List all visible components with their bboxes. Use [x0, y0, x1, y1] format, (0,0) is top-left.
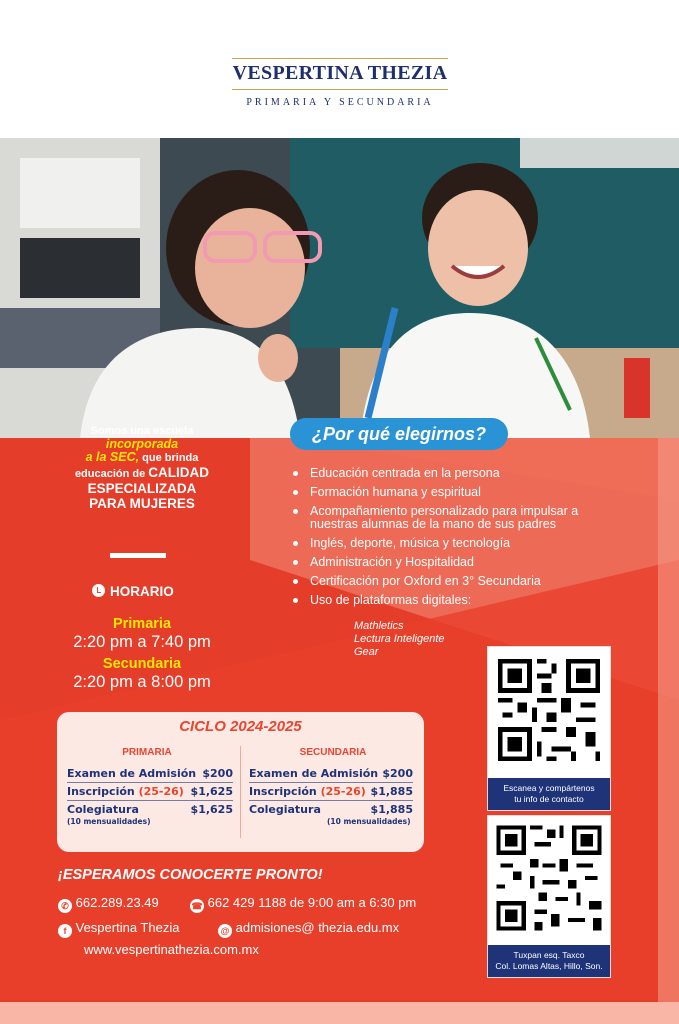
closing-headline: ¡ESPERAMOS CONOCERTE PRONTO!	[58, 867, 323, 883]
phone-number[interactable]: 662.289.23.49	[75, 895, 159, 910]
whatsapp-number[interactable]: 662 429 1188 de 9:00 am a 6:30 pm	[207, 895, 417, 910]
phone-icon: ✆	[58, 899, 72, 913]
intro-highlight-sec: a la SEC,	[85, 450, 140, 464]
secundaria-time: 2:20 pm a 8:00 pm	[73, 673, 211, 691]
caption-line: Tuxpan esq. Taxco	[513, 950, 585, 960]
qr-location-card[interactable]	[487, 815, 611, 978]
table-row	[249, 803, 413, 816]
row-divider	[67, 782, 233, 783]
primaria-header: PRIMARIA	[122, 747, 172, 758]
colegiatura-note: (10 mensualidades)	[67, 817, 151, 826]
platform-item: Mathletics	[354, 620, 404, 632]
inscripcion-label: Inscripción	[67, 785, 135, 798]
table-row	[67, 767, 233, 780]
intro-line: que brinda	[139, 452, 199, 464]
website-link[interactable]: www.vespertinathezia.com.mx	[84, 942, 259, 957]
examen-label: Examen de Admisión	[249, 767, 379, 780]
platform-item: Lectura Inteligente	[354, 633, 445, 645]
caption-line: Escanea y compártenos	[503, 783, 595, 793]
colegiatura-label: Colegiatura	[249, 803, 321, 816]
facebook-handle[interactable]: Vespertina Thezia	[75, 920, 180, 935]
facebook-icon: f	[58, 924, 72, 938]
colegiatura-price: $1,885	[370, 803, 413, 816]
colegiatura-note: (10 mensualidades)	[327, 817, 411, 826]
secundaria-label: Secundaria	[102, 656, 182, 672]
list-item: Acompañamiento personalizado para impulsar a nuestras alumnas de la mano de sus padres	[290, 505, 620, 531]
qr-code-contact[interactable]	[488, 647, 610, 773]
list-item: Certificación por Oxford en 3° Secundaria	[290, 575, 620, 588]
inscripcion-label: Inscripción	[249, 785, 317, 798]
examen-price: $200	[382, 767, 413, 780]
intro-line: educación de	[74, 468, 149, 480]
colegiatura-label: Colegiatura	[67, 803, 139, 816]
table-row	[67, 803, 233, 816]
list-item: Administración y Hospitalidad	[290, 556, 620, 569]
examen-label: Examen de Admisión	[67, 767, 197, 780]
inscripcion-price: $1,885	[370, 785, 413, 798]
horario-heading	[92, 584, 174, 599]
intro-text	[54, 425, 230, 511]
colegiatura-price: $1,625	[190, 803, 233, 816]
list-item: Educación centrada en la persona	[290, 467, 620, 480]
logo-rule-bottom	[232, 89, 448, 90]
clock-icon	[92, 584, 105, 597]
logo-rule-top	[232, 58, 448, 59]
why-choose-us-pill: ¿Por qué elegirnos?	[290, 418, 508, 450]
row-divider	[249, 800, 413, 801]
brand-name: VESPERTINA THEZIA	[232, 62, 448, 84]
whatsapp-icon: ☎	[191, 901, 203, 911]
primaria-label: Primaria	[112, 616, 172, 632]
platforms-list	[354, 620, 445, 659]
hero-photo-students	[0, 138, 679, 438]
bottom-strip	[0, 1002, 679, 1024]
intro-line: Somos una escuela	[90, 425, 194, 437]
intro-mujeres: PARA MUJERES	[89, 496, 195, 511]
brand-subtitle: PRIMARIA Y SECUNDARIA	[246, 97, 434, 108]
horario-label: HORARIO	[110, 584, 174, 599]
email-icon: @	[218, 924, 232, 938]
list-item: Formación humana y espiritual	[290, 486, 620, 499]
list-item: Uso de plataformas digitales:	[290, 594, 620, 607]
platform-item: Gear	[354, 646, 379, 658]
intro-especializada: ESPECIALIZADA	[87, 481, 197, 496]
email-line	[218, 920, 399, 938]
table-row	[67, 785, 233, 798]
whatsapp-line	[190, 895, 416, 913]
secundaria-header: SECUNDARIA	[299, 747, 367, 758]
primaria-time: 2:20 pm a 7:40 pm	[73, 633, 211, 651]
intro-calidad: CALIDAD	[148, 465, 210, 480]
inscripcion-period: (25-26)	[320, 785, 366, 798]
qr-code-location[interactable]	[488, 816, 610, 940]
intro-highlight: incorporada	[105, 437, 179, 451]
qr-contact-caption	[488, 778, 610, 810]
benefits-list	[290, 467, 620, 613]
examen-price: $200	[202, 767, 233, 780]
table-row	[249, 767, 413, 780]
caption-line: tu info de contacto	[514, 794, 584, 804]
inscripcion-period: (25-26)	[138, 785, 184, 798]
inscripcion-price: $1,625	[190, 785, 233, 798]
divider	[110, 553, 166, 558]
ciclo-title: CICLO 2024-2025	[179, 718, 302, 735]
phone-line	[58, 895, 159, 913]
table-row	[249, 785, 413, 798]
qr-location-caption	[488, 945, 610, 977]
list-item: Inglés, deporte, música y tecnología	[290, 537, 620, 550]
row-divider	[249, 782, 413, 783]
qr-contact-card[interactable]	[487, 646, 611, 811]
row-divider	[67, 800, 233, 801]
email-address[interactable]: admisiones@ thezia.edu.mx	[235, 920, 400, 935]
facebook-line	[58, 920, 179, 938]
card-separator	[240, 746, 241, 838]
caption-line: Col. Lomas Altas, Hillo, Son.	[495, 961, 603, 971]
